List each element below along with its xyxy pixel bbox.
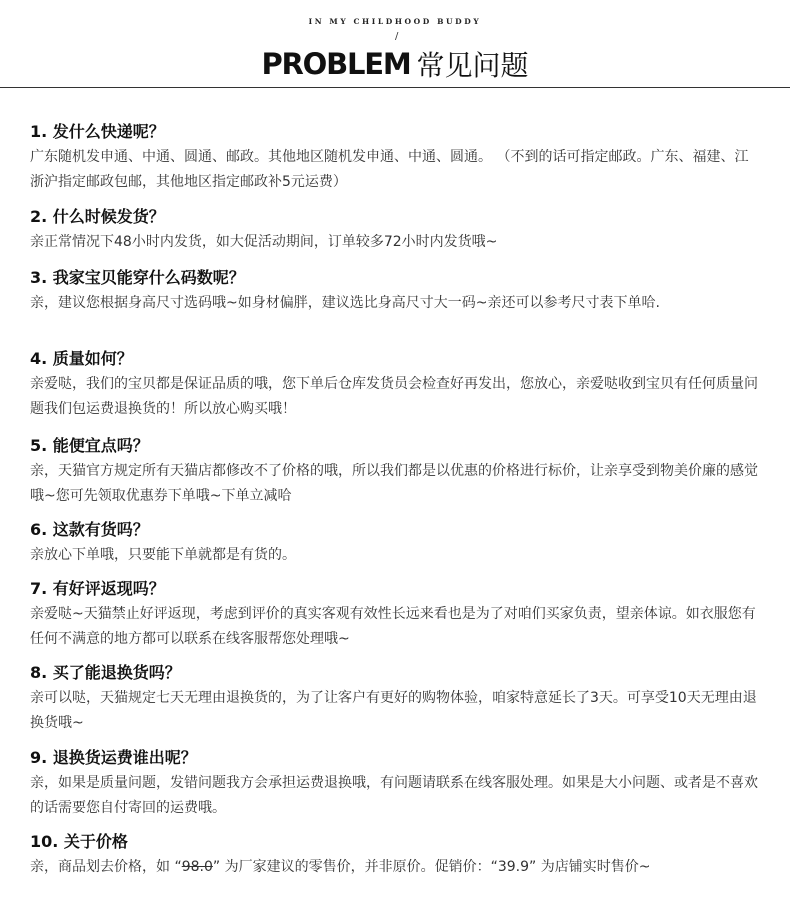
page-title xyxy=(0,44,790,84)
answer-text: 亲，商品划去价格，如 “ xyxy=(30,859,182,875)
faq-item-pricing xyxy=(30,831,760,880)
faq-question: 2. 什么时候发货？ xyxy=(30,207,165,226)
faq-item-return-shipping xyxy=(30,747,760,831)
faq-answer: 亲，天猫官方规定所有天猫店都修改不了价格的哦，所以我们都是以优惠的价格进行标价，让亲享受到物美价廉的感觉哦~您可先领取优惠券下单哦~下单立减哈 xyxy=(30,463,758,504)
faq-answer: 亲正常情况下48小时内发货，如大促活动期间，订单较多72小时内发货哦~ xyxy=(30,234,498,250)
faq-question: 7. 有好评返现吗？ xyxy=(30,579,165,598)
faq-list xyxy=(30,121,760,880)
faq-item-shipping-time xyxy=(30,206,760,267)
page-header xyxy=(0,0,790,90)
decorative-slash: / xyxy=(395,31,399,42)
faq-question: 5. 能便宜点吗？ xyxy=(30,436,149,455)
sale-price: 39.9 xyxy=(497,859,530,875)
faq-answer xyxy=(30,855,760,880)
faq-question: 6. 这款有货吗？ xyxy=(30,520,149,539)
page-title-english: PROBLEM xyxy=(261,47,411,81)
faq-item-returns xyxy=(30,662,760,747)
faq-answer: 广东随机发申通、中通、圆通、邮政。其他地区随机发申通、中通、圆通。 （不到的话可指定邮政。广东、福建、江浙沪指定邮政包邮，其他地区指定邮政补5元运费） xyxy=(30,149,749,190)
faq-question: 9. 退换货运费谁出呢？ xyxy=(30,748,197,767)
faq-answer: 亲可以哒，天猫规定七天无理由退换货的，为了让客户有更好的购物体验，咱家特意延长了3天。可享受10天无理由退换货哦~ xyxy=(30,690,757,731)
faq-answer: 亲放心下单哦，只要能下单就都是有货的。 xyxy=(30,547,296,563)
faq-item-size xyxy=(30,267,760,348)
faq-item-shipping-courier xyxy=(30,121,760,206)
faq-question: 4. 质量如何？ xyxy=(30,349,133,368)
faq-question: 3. 我家宝贝能穿什么码数呢？ xyxy=(30,268,245,287)
crossed-out-price: 98.0 xyxy=(181,859,213,875)
faq-answer: 亲爱哒，我们的宝贝都是保证品质的哦，您下单后仓库发货员会检查好再发出，您放心，亲爱哒收到宝贝有任何质量问题我们包运费退换货的！所以放心购买哦！ xyxy=(30,376,758,417)
answer-text: ” 为厂家建议的零售价，并非原价。促销价：“ xyxy=(212,859,498,875)
faq-question: 1. 发什么快递呢？ xyxy=(30,122,165,141)
page-title-chinese: 常见问题 xyxy=(416,49,529,82)
faq-answer: 亲爱哒~天猫禁止好评返现，考虑到评价的真实客观有效性长远来看也是为了对咱们买家负责，望亲体谅。如衣服您有任何不满意的地方都可以联系在线客服帮您处理哦~ xyxy=(30,606,756,647)
brand-tagline: IN MY CHILDHOOD BUDDY xyxy=(308,17,482,26)
faq-question: 8. 买了能退换货吗？ xyxy=(30,663,181,682)
faq-answer: 亲，如果是质量问题，发错问题我方会承担运费退换哦，有问题请联系在线客服处理。如果是大小问题、或者是不喜欢的话需要您自付寄回的运费哦。 xyxy=(30,775,758,816)
faq-item-discount xyxy=(30,435,760,519)
faq-item-quality xyxy=(30,348,760,435)
faq-question: 10. 关于价格 xyxy=(30,832,128,851)
header-divider xyxy=(0,87,790,88)
answer-text: ” 为店铺实时售价~ xyxy=(529,859,651,875)
faq-item-review-cashback xyxy=(30,578,760,662)
faq-answer: 亲，建议您根据身高尺寸选码哦~如身材偏胖，建议选比身高尺寸大一码~亲还可以参考尺寸表下单哈. xyxy=(30,295,660,311)
faq-item-stock xyxy=(30,519,760,578)
